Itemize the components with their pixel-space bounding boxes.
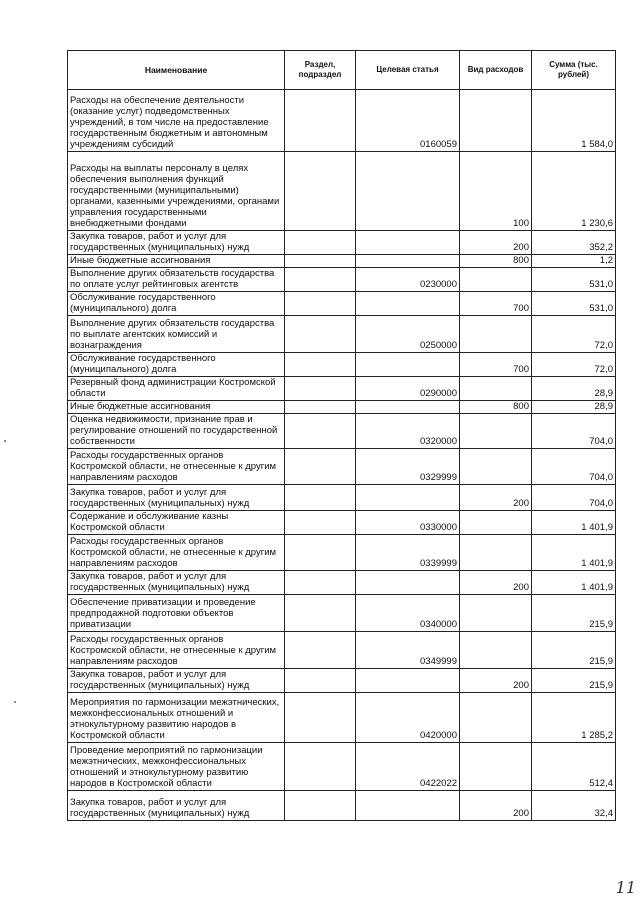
row-type-cell: 800 <box>460 401 532 414</box>
header-target: Целевая статья <box>356 51 460 90</box>
table-row <box>68 90 616 152</box>
row-target-cell: 0230000 <box>356 268 460 292</box>
table-row <box>68 669 616 693</box>
row-sum-cell: 352,2 <box>532 231 616 255</box>
row-target-cell: 0420000 <box>356 693 460 743</box>
row-section-cell <box>285 316 356 353</box>
row-section-cell <box>285 791 356 821</box>
table-row <box>68 791 616 821</box>
row-section-cell <box>285 152 356 231</box>
header-sum: Сумма (тыс. рублей) <box>532 51 616 90</box>
table-row <box>68 231 616 255</box>
row-type-cell <box>460 316 532 353</box>
row-section-cell <box>285 292 356 316</box>
row-target-cell: 0290000 <box>356 377 460 401</box>
row-section-cell <box>285 414 356 449</box>
row-type-cell <box>460 414 532 449</box>
row-type-cell <box>460 632 532 669</box>
row-name-cell: Расходы государственных органов Костромской области, не отнесенные к другим направлениям расходов <box>68 449 285 485</box>
table-row <box>68 535 616 571</box>
header-section: Раздел, подраздел <box>285 51 356 90</box>
row-section-cell <box>285 595 356 632</box>
row-type-cell <box>460 693 532 743</box>
row-target-cell: 0329999 <box>356 449 460 485</box>
row-target-cell: 0349999 <box>356 632 460 669</box>
row-sum-cell: 72,0 <box>532 353 616 377</box>
row-type-cell <box>460 449 532 485</box>
row-name-cell: Обеспечение приватизации и проведение предпродажной подготовки объектов приватизации <box>68 595 285 632</box>
table-row <box>68 414 616 449</box>
row-sum-cell: 28,9 <box>532 377 616 401</box>
row-section-cell <box>285 743 356 791</box>
row-sum-cell: 72,0 <box>532 316 616 353</box>
row-target-cell <box>356 791 460 821</box>
table-row <box>68 449 616 485</box>
row-section-cell <box>285 377 356 401</box>
row-type-cell <box>460 377 532 401</box>
row-sum-cell: 512,4 <box>532 743 616 791</box>
row-name-cell: Закупка товаров, работ и услуг для государственных (муниципальных) нужд <box>68 485 285 511</box>
row-sum-cell: 215,9 <box>532 595 616 632</box>
row-target-cell: 0250000 <box>356 316 460 353</box>
row-type-cell <box>460 268 532 292</box>
row-target-cell: 0330000 <box>356 511 460 535</box>
row-type-cell: 200 <box>460 669 532 693</box>
row-type-cell: 700 <box>460 353 532 377</box>
row-type-cell: 200 <box>460 571 532 595</box>
row-name-cell: Расходы на выплаты персоналу в целях обеспечения выполнения функций государственными (муниципальными) органами, казенными учреждениями, органами управления государственными внебюджетными фондами <box>68 152 285 231</box>
row-type-cell: 800 <box>460 255 532 268</box>
row-sum-cell: 28,9 <box>532 401 616 414</box>
scan-dot <box>14 701 16 703</box>
row-target-cell <box>356 292 460 316</box>
row-name-cell: Иные бюджетные ассигнования <box>68 255 285 268</box>
row-name-cell: Обслуживание государственного (муниципального) долга <box>68 353 285 377</box>
table-row <box>68 595 616 632</box>
row-name-cell: Проведение мероприятий по гармонизации межэтнических, межконфессиональных отношений и этнокультурному развитию народов в Костромской области <box>68 743 285 791</box>
table-row <box>68 632 616 669</box>
row-target-cell: 0160059 <box>356 90 460 152</box>
row-target-cell <box>356 353 460 377</box>
row-type-cell <box>460 511 532 535</box>
row-section-cell <box>285 449 356 485</box>
row-section-cell <box>285 511 356 535</box>
row-type-cell: 200 <box>460 231 532 255</box>
row-type-cell: 700 <box>460 292 532 316</box>
row-name-cell: Выполнение других обязательств государства по выплате агентских комиссий и вознаграждения <box>68 316 285 353</box>
row-section-cell <box>285 90 356 152</box>
row-sum-cell: 32,4 <box>532 791 616 821</box>
budget-table <box>67 50 616 821</box>
row-section-cell <box>285 401 356 414</box>
row-target-cell <box>356 485 460 511</box>
row-sum-cell: 1 230,6 <box>532 152 616 231</box>
table-row <box>68 152 616 231</box>
row-section-cell <box>285 535 356 571</box>
table-row <box>68 268 616 292</box>
row-name-cell: Закупка товаров, работ и услуг для государственных (муниципальных) нужд <box>68 231 285 255</box>
row-target-cell: 0339999 <box>356 535 460 571</box>
row-name-cell: Закупка товаров, работ и услуг для государственных (муниципальных) нужд <box>68 669 285 693</box>
row-target-cell <box>356 231 460 255</box>
row-section-cell <box>285 632 356 669</box>
row-sum-cell: 1 285,2 <box>532 693 616 743</box>
row-target-cell <box>356 669 460 693</box>
table-row <box>68 316 616 353</box>
table-row <box>68 255 616 268</box>
row-name-cell: Расходы государственных органов Костромской области, не отнесенные к другим направлениям расходов <box>68 535 285 571</box>
row-name-cell: Выполнение других обязательств государства по оплате услуг рейтинговых агентств <box>68 268 285 292</box>
row-sum-cell: 1 401,9 <box>532 571 616 595</box>
row-name-cell: Оценка недвижимости, признание прав и регулирование отношений по государственной собственности <box>68 414 285 449</box>
row-sum-cell: 704,0 <box>532 414 616 449</box>
page-number: 11 <box>615 878 636 897</box>
row-sum-cell: 1 401,9 <box>532 511 616 535</box>
row-type-cell: 200 <box>460 791 532 821</box>
table-row <box>68 693 616 743</box>
row-target-cell <box>356 571 460 595</box>
row-type-cell <box>460 595 532 632</box>
scan-dot <box>4 440 6 442</box>
row-name-cell: Мероприятия по гармонизации межэтнических, межконфессиональных отношений и этнокультурному развитию народов в Костромской области <box>68 693 285 743</box>
row-name-cell: Закупка товаров, работ и услуг для государственных (муниципальных) нужд <box>68 791 285 821</box>
table-row <box>68 511 616 535</box>
row-target-cell <box>356 255 460 268</box>
row-sum-cell: 704,0 <box>532 449 616 485</box>
row-target-cell: 0422022 <box>356 743 460 791</box>
row-type-cell: 100 <box>460 152 532 231</box>
row-section-cell <box>285 571 356 595</box>
row-section-cell <box>285 693 356 743</box>
row-sum-cell: 531,0 <box>532 292 616 316</box>
header-type: Вид расходов <box>460 51 532 90</box>
row-name-cell: Иные бюджетные ассигнования <box>68 401 285 414</box>
row-sum-cell: 1,2 <box>532 255 616 268</box>
row-target-cell <box>356 152 460 231</box>
row-type-cell: 200 <box>460 485 532 511</box>
row-name-cell: Закупка товаров, работ и услуг для государственных (муниципальных) нужд <box>68 571 285 595</box>
row-section-cell <box>285 268 356 292</box>
row-sum-cell: 215,9 <box>532 632 616 669</box>
row-section-cell <box>285 669 356 693</box>
row-target-cell: 0320000 <box>356 414 460 449</box>
table-row <box>68 485 616 511</box>
table-body <box>68 90 616 821</box>
table-header-row <box>68 51 616 90</box>
table-row <box>68 401 616 414</box>
row-section-cell <box>285 353 356 377</box>
header-name: Наименование <box>68 51 285 90</box>
row-target-cell <box>356 401 460 414</box>
table-row <box>68 571 616 595</box>
table-row <box>68 353 616 377</box>
row-sum-cell: 1 401,9 <box>532 535 616 571</box>
row-section-cell <box>285 231 356 255</box>
row-sum-cell: 704,0 <box>532 485 616 511</box>
row-name-cell: Обслуживание государственного (муниципального) долга <box>68 292 285 316</box>
row-sum-cell: 215,9 <box>532 669 616 693</box>
table-row <box>68 292 616 316</box>
row-name-cell: Расходы на обеспечение деятельности (оказание услуг) подведомственных учреждений, в том числе на предоставление государственным бюджетным и автономным учреждениям субсидий <box>68 90 285 152</box>
row-section-cell <box>285 485 356 511</box>
table-row <box>68 743 616 791</box>
row-name-cell: Резервный фонд администрации Костромской области <box>68 377 285 401</box>
row-type-cell <box>460 535 532 571</box>
row-type-cell <box>460 90 532 152</box>
row-sum-cell: 531,0 <box>532 268 616 292</box>
row-target-cell: 0340000 <box>356 595 460 632</box>
row-name-cell: Расходы государственных органов Костромской области, не отнесенные к другим направлениям расходов <box>68 632 285 669</box>
row-section-cell <box>285 255 356 268</box>
table-row <box>68 377 616 401</box>
row-sum-cell: 1 584,0 <box>532 90 616 152</box>
row-name-cell: Содержание и обслуживание казны Костромской области <box>68 511 285 535</box>
row-type-cell <box>460 743 532 791</box>
